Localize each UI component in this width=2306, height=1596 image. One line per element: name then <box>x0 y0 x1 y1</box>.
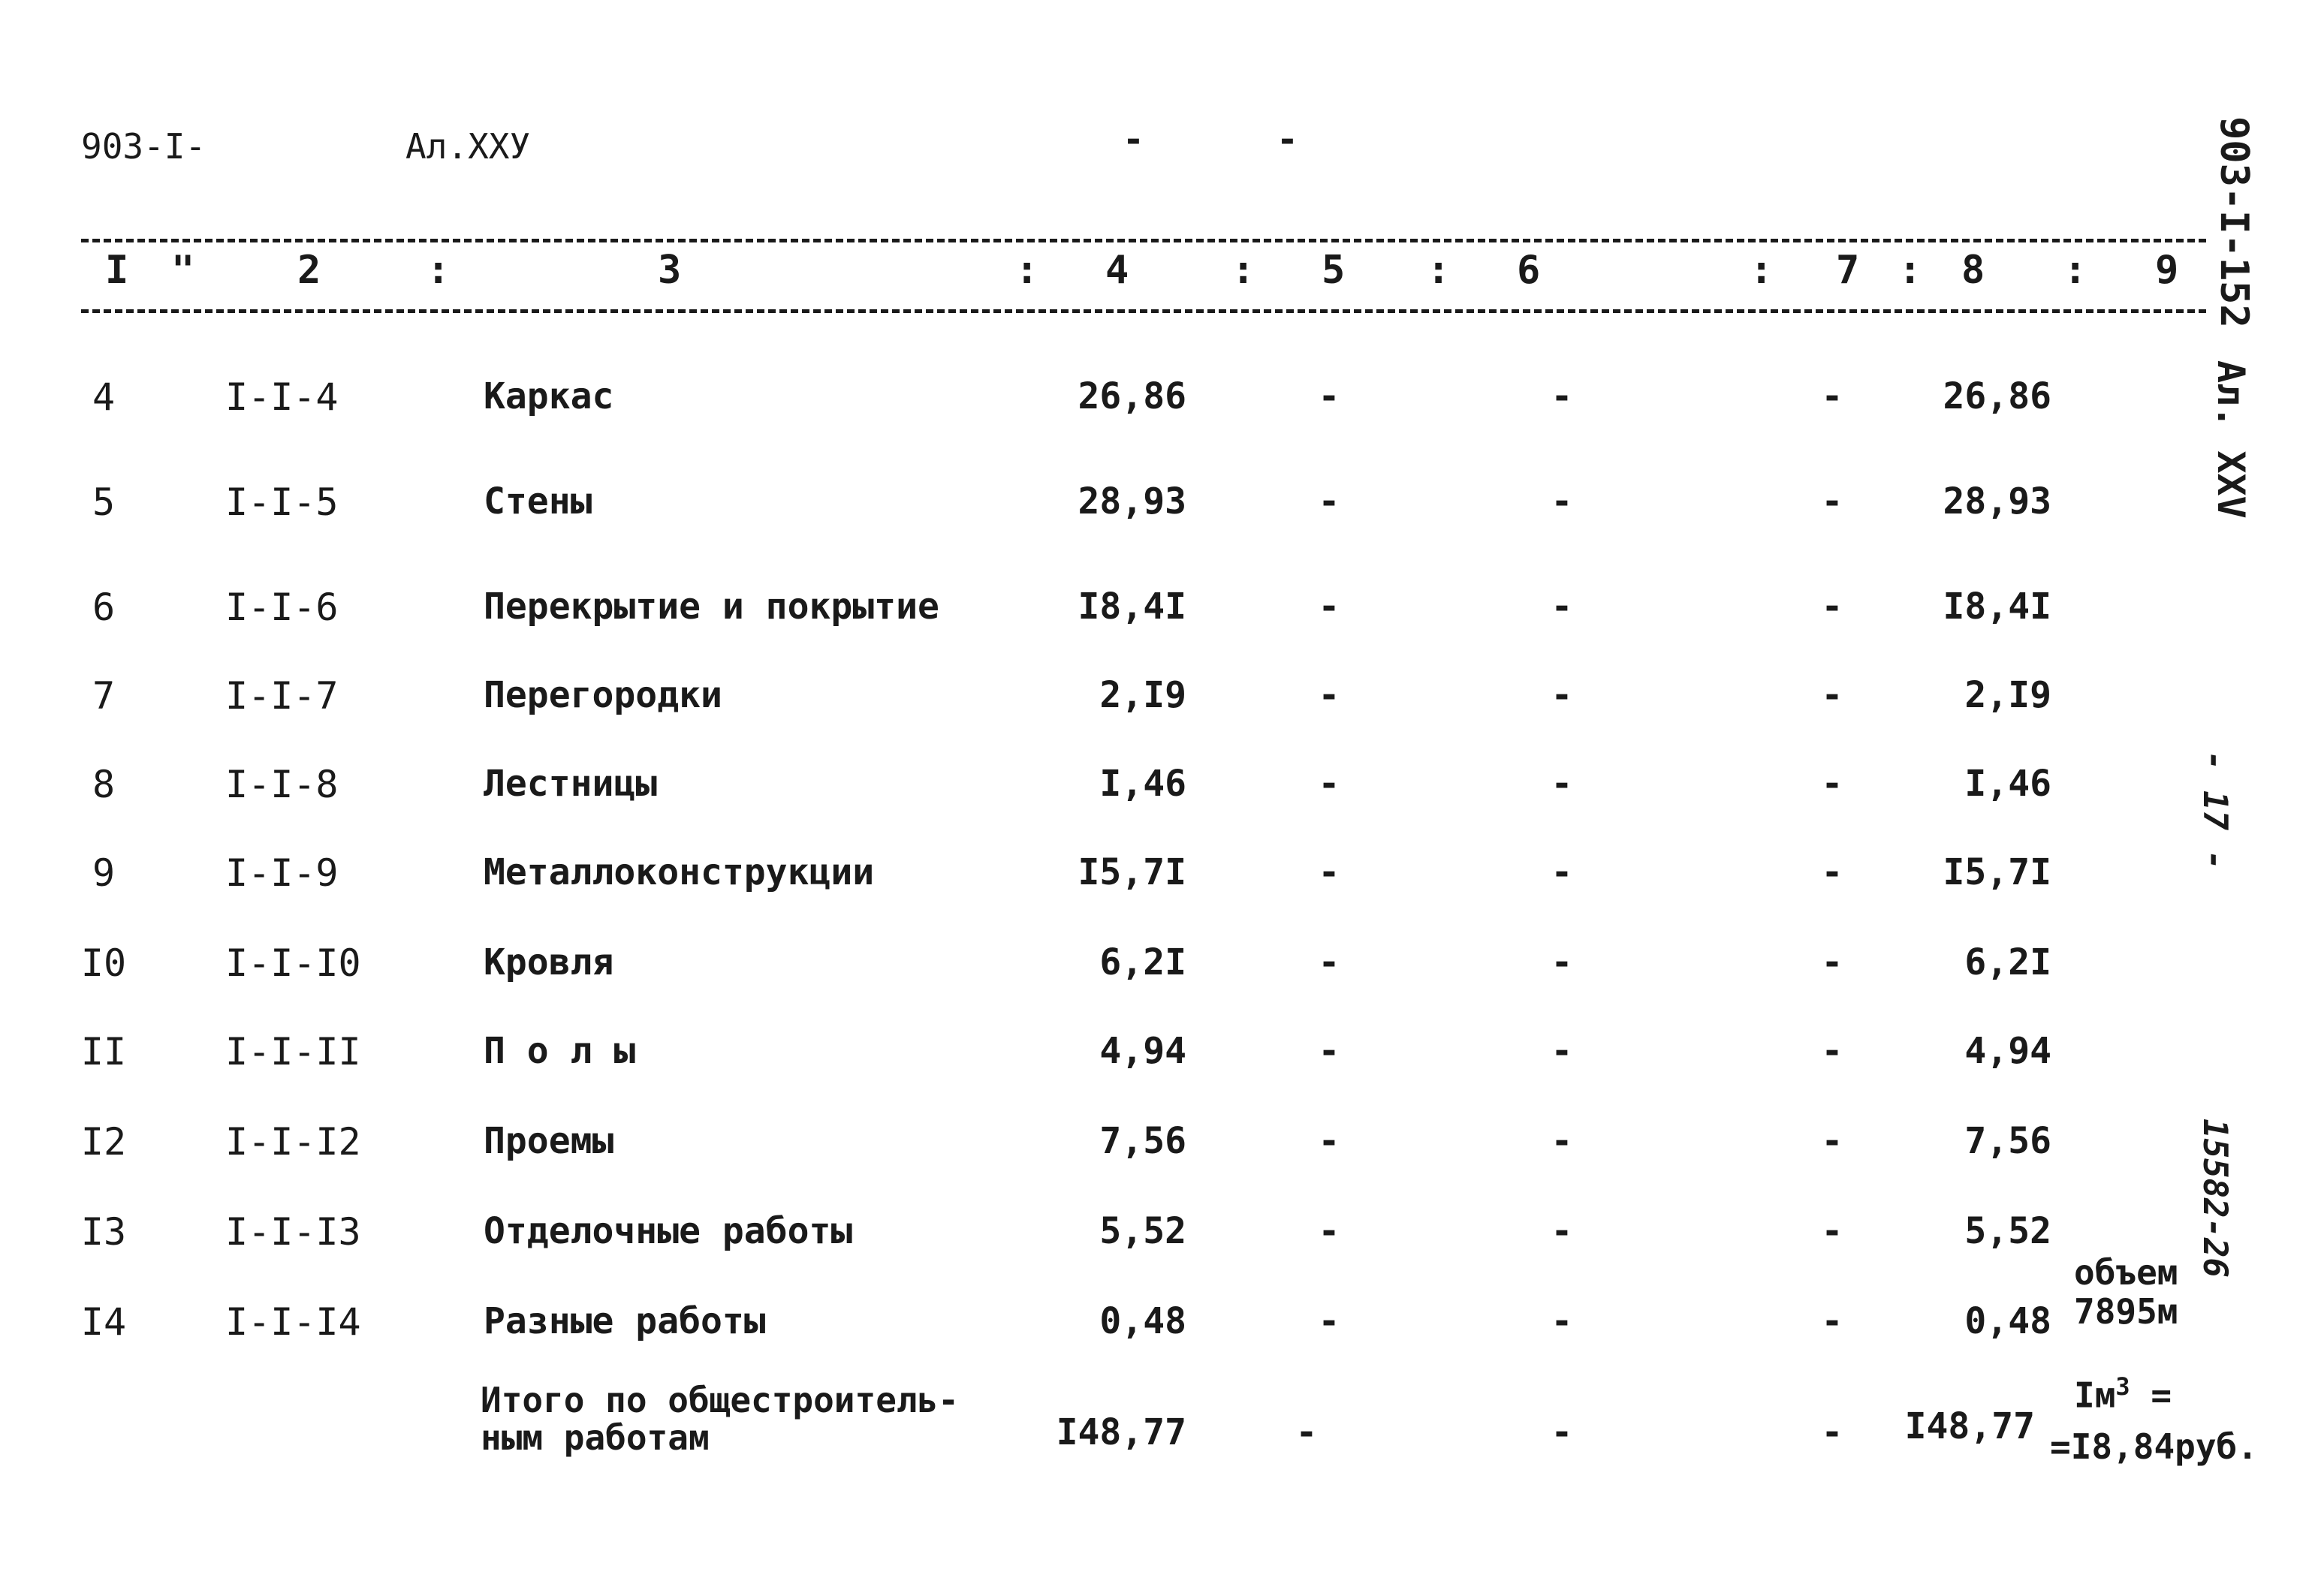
row-column-6: - <box>1551 586 1573 628</box>
column-separator: : <box>1231 248 1255 293</box>
row-column-6: - <box>1551 1300 1573 1342</box>
row-number: 9 <box>92 851 116 895</box>
column-header-1: I <box>105 248 129 293</box>
row-column-5: - <box>1318 1120 1340 1162</box>
row-column-6: - <box>1551 851 1573 893</box>
row-code: I-I-I2 <box>225 1120 361 1164</box>
row-name: Стены <box>484 480 592 522</box>
row-code: I-I-I4 <box>225 1300 361 1344</box>
row-column-4: I,46 <box>1099 763 1186 805</box>
row-code: I-I-9 <box>225 851 339 895</box>
header-dash-2: - <box>1277 119 1298 161</box>
row-name: Лестницы <box>484 763 658 805</box>
row-column-8: 0,48 <box>1964 1300 2051 1342</box>
row-column-7: - <box>1821 586 1843 628</box>
row-number: 7 <box>92 674 116 718</box>
row-code: I-I-4 <box>225 375 339 419</box>
side-album-number: Ал. XXV <box>2209 360 2253 519</box>
row-column-7: - <box>1821 763 1843 805</box>
row-name: Проемы <box>484 1120 614 1162</box>
unit-cost-value: =I8,84руб. <box>2050 1426 2258 1467</box>
row-column-4: I5,7I <box>1078 851 1186 893</box>
row-column-7: - <box>1821 1030 1843 1072</box>
row-name: Разные работы <box>484 1300 766 1342</box>
side-document-code: 903-I-152 <box>2211 116 2256 328</box>
row-column-4: 7,56 <box>1099 1120 1186 1162</box>
row-name: Перегородки <box>484 674 722 716</box>
row-column-5: - <box>1318 674 1340 716</box>
row-column-8: 5,52 <box>1964 1210 2051 1252</box>
unit-label-text: Iм <box>2074 1375 2116 1416</box>
row-column-4: 28,93 <box>1078 480 1186 522</box>
row-column-8: 7,56 <box>1964 1120 2051 1162</box>
column-header-7: 7 <box>1836 248 1860 293</box>
row-column-5: - <box>1318 480 1340 522</box>
row-column-6: - <box>1551 674 1573 716</box>
row-column-5: - <box>1318 1300 1340 1342</box>
unit-label <box>2074 1372 2172 1415</box>
row-column-6: - <box>1551 375 1573 417</box>
total-label-line-2: ным работам <box>481 1417 710 1458</box>
row-column-7: - <box>1821 1210 1843 1252</box>
row-column-4: 2,I9 <box>1099 674 1186 716</box>
header-dash-1: - <box>1123 119 1144 161</box>
row-number: 8 <box>92 763 116 806</box>
row-column-7: - <box>1821 851 1843 893</box>
row-column-7: - <box>1821 674 1843 716</box>
volume-label: объем <box>2074 1252 2178 1293</box>
unit-equals: = <box>2151 1375 2172 1416</box>
total-column-7: - <box>1821 1411 1843 1453</box>
total-column-6: - <box>1551 1411 1573 1453</box>
column-header-5: 5 <box>1322 248 1346 293</box>
row-column-4: I8,4I <box>1078 586 1186 628</box>
total-column-8: I48,77 <box>1904 1405 2035 1447</box>
row-name: Перекрытие и покрытие <box>484 586 939 628</box>
row-code: I-I-II <box>225 1030 361 1074</box>
row-column-4: 0,48 <box>1099 1300 1186 1342</box>
row-code: I-I-7 <box>225 674 339 718</box>
total-label-line-1: Итого по общестроитель- <box>481 1380 959 1420</box>
unit-exponent: 3 <box>2115 1372 2130 1401</box>
row-column-5: - <box>1318 1030 1340 1072</box>
volume-value: 7895м <box>2074 1291 2178 1332</box>
column-separator: : <box>1427 248 1451 293</box>
column-header-6: 6 <box>1517 248 1541 293</box>
column-separator: : <box>1750 248 1774 293</box>
row-column-7: - <box>1821 941 1843 983</box>
header-rule-top <box>81 239 2206 242</box>
row-column-8: I,46 <box>1964 763 2051 805</box>
row-column-5: - <box>1318 1210 1340 1252</box>
row-number: I2 <box>80 1120 127 1164</box>
row-code: I-I-6 <box>225 586 339 629</box>
column-separator: : <box>1898 248 1922 293</box>
row-column-8: I5,7I <box>1943 851 2051 893</box>
column-separator: : <box>427 248 451 293</box>
column-header-2: 2 <box>297 248 321 293</box>
row-column-4: 6,2I <box>1099 941 1186 983</box>
column-separator: : <box>1015 248 1039 293</box>
row-column-5: - <box>1318 375 1340 417</box>
row-column-6: - <box>1551 941 1573 983</box>
row-code: I-I-8 <box>225 763 339 806</box>
row-column-5: - <box>1318 941 1340 983</box>
total-column-4: I48,77 <box>1056 1411 1186 1453</box>
column-separator: : <box>2063 248 2087 293</box>
row-column-4: 5,52 <box>1099 1210 1186 1252</box>
row-name: Отделочные работы <box>484 1210 853 1252</box>
row-column-7: - <box>1821 480 1843 522</box>
row-number: 4 <box>92 375 116 419</box>
row-number: I0 <box>80 941 127 985</box>
column-header-3: 3 <box>658 248 682 293</box>
row-column-8: 2,I9 <box>1964 674 2051 716</box>
row-number: 6 <box>92 586 116 629</box>
row-number: 5 <box>92 480 116 524</box>
row-column-8: 28,93 <box>1943 480 2051 522</box>
row-name: Кровля <box>484 941 614 983</box>
total-column-5: - <box>1295 1411 1318 1453</box>
row-code: I-I-I3 <box>225 1210 361 1254</box>
row-column-4: 26,86 <box>1078 375 1186 417</box>
row-column-7: - <box>1821 1120 1843 1162</box>
row-column-4: 4,94 <box>1099 1030 1186 1072</box>
row-name: Металлоконструкции <box>484 851 875 893</box>
row-column-8: 26,86 <box>1943 375 2051 417</box>
row-column-5: - <box>1318 586 1340 628</box>
header-rule-bottom <box>81 309 2206 313</box>
document-code: 903-I- <box>81 126 206 167</box>
album-number: Ал.XXУ <box>405 126 531 167</box>
row-column-6: - <box>1551 1210 1573 1252</box>
row-column-8: 6,2I <box>1964 941 2051 983</box>
column-header-9: 9 <box>2155 248 2179 293</box>
row-name: П о л ы <box>484 1030 636 1072</box>
row-column-6: - <box>1551 480 1573 522</box>
row-column-7: - <box>1821 1300 1843 1342</box>
side-stamp-number: 15582-26 <box>2196 1119 2234 1278</box>
row-column-8: 4,94 <box>1964 1030 2051 1072</box>
column-header-8: 8 <box>1961 248 1985 293</box>
row-code: I-I-5 <box>225 480 339 524</box>
column-header-4: 4 <box>1105 248 1129 293</box>
row-number: I4 <box>80 1300 127 1344</box>
row-code: I-I-I0 <box>225 941 361 985</box>
column-header-mark: " <box>171 248 195 293</box>
row-column-5: - <box>1318 851 1340 893</box>
row-name: Каркас <box>484 375 614 417</box>
row-number: I3 <box>80 1210 127 1254</box>
row-number: II <box>80 1030 127 1074</box>
row-column-6: - <box>1551 1030 1573 1072</box>
row-column-6: - <box>1551 1120 1573 1162</box>
side-page-number: - 17 - <box>2196 751 2234 870</box>
row-column-6: - <box>1551 763 1573 805</box>
row-column-7: - <box>1821 375 1843 417</box>
row-column-8: I8,4I <box>1943 586 2051 628</box>
row-column-5: - <box>1318 763 1340 805</box>
